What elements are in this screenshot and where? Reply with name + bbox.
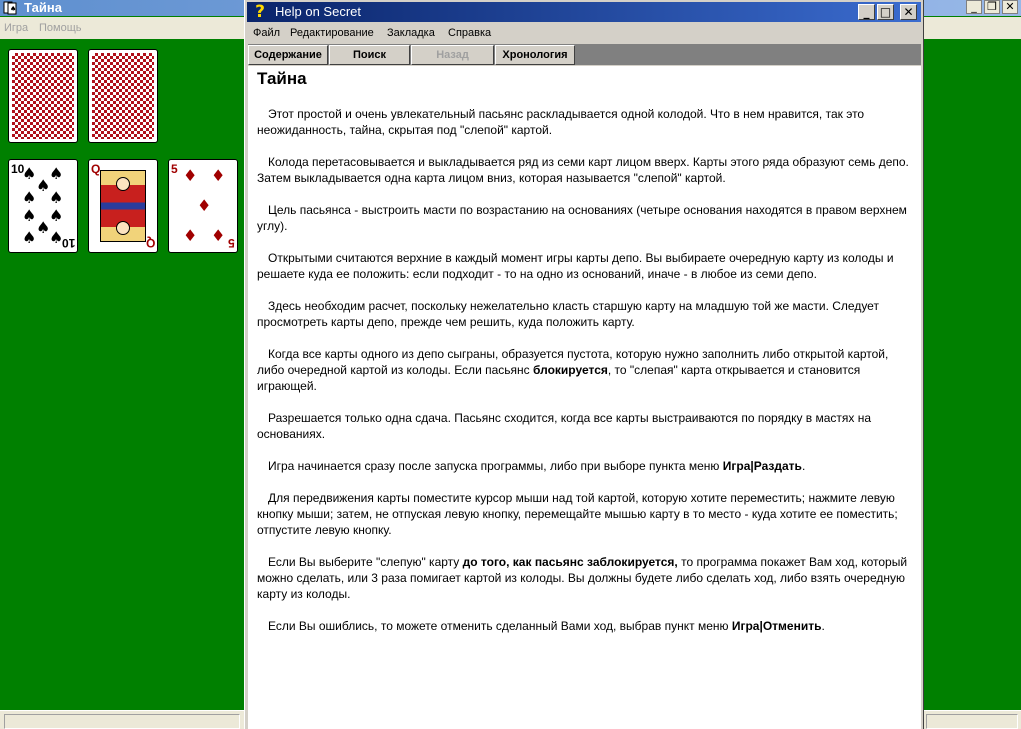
search-button[interactable]: Поиск <box>329 45 410 65</box>
help-bold-text: Игра|Раздать <box>722 459 802 473</box>
game-minimize-button[interactable]: _ <box>966 0 982 14</box>
help-window <box>244 0 924 729</box>
cards-app-icon <box>3 1 17 15</box>
queen-face <box>116 221 130 235</box>
help-paragraph <box>257 250 917 282</box>
diamond-icon: ♦ <box>183 226 198 245</box>
card-rank: 10 <box>61 236 75 250</box>
game-restore-button[interactable]: ❐ <box>984 0 1000 14</box>
card-rank: Q <box>91 162 101 176</box>
spade-icon: ♠ <box>36 176 51 195</box>
help-paragraph <box>257 410 917 442</box>
help-text: Если Вы ошиблись, то можете отменить сделанный Вами ход, выбрав пункт меню <box>268 619 732 633</box>
help-text: Колода перетасовывается и выкладывается ряд из семи карт лицом вверх. Карты этого ряда образуют семь депо. Затем выкладывается одна карта лицом вниз, которая называется "слепой" картой. <box>257 155 909 185</box>
help-bold-text: Игра|Отменить <box>731 619 822 633</box>
card-queen-of-diamonds[interactable] <box>88 159 158 253</box>
help-topic-title: Тайна <box>257 69 307 88</box>
help-paragraph <box>257 202 917 234</box>
spade-icon: ♠ <box>49 164 64 183</box>
help-menu-help[interactable]: Справка <box>448 27 492 39</box>
game-menu-help[interactable]: Помощь <box>39 22 82 34</box>
help-text: Игра начинается сразу после запуска программы, либо при выборе пункта меню <box>268 459 723 473</box>
back-button[interactable]: Назад <box>411 45 494 65</box>
spade-icon: ♠ <box>36 218 51 237</box>
help-text: Открытыми считаются верхние в каждый момент игры карты депо. Вы выбираете очередную карту из колоды и решаете куда ее положить: если подходит - то на одно из оснований, иначе - в любое из семи депо. <box>257 251 894 281</box>
status-cell <box>926 714 1018 729</box>
help-menu-edit[interactable]: Редактирование <box>290 27 374 39</box>
diamond-icon: ♦ <box>197 196 212 215</box>
game-window-title: Тайна <box>24 0 62 15</box>
stock-card-back[interactable] <box>8 49 78 143</box>
help-topic-body <box>257 106 917 650</box>
stock-card-back[interactable] <box>88 49 158 143</box>
help-text: Цель пасьянса - выстроить масти по возрастанию на основаниях (четыре основания находятся в правом верхнем углу). <box>257 203 907 233</box>
help-button-bar <box>248 44 921 65</box>
status-cell <box>4 714 240 729</box>
svg-text:♠: ♠ <box>10 5 17 13</box>
game-table-right <box>924 39 1021 710</box>
contents-button[interactable]: Содержание <box>248 45 328 65</box>
spade-icon: ♠ <box>49 206 64 225</box>
help-text: Разрешается только одна сдача. Пасьянс сходится, когда все карты выстраиваются по порядку в мастях на основаниях. <box>257 411 872 441</box>
help-maximize-button[interactable]: □ <box>877 4 894 20</box>
card-rank: 5 <box>171 162 178 176</box>
card-five-of-diamonds[interactable] <box>168 159 238 253</box>
help-text: то программа покажет Вам ход, который можно сделать, или 3 раза помигает картой из колоды. Вы должны будете либо сделать ход, либо взять очередную карту из колоды. <box>257 555 908 601</box>
help-text: Этот простой и очень увлекательный пасьянс раскладывается одной колодой. Что в нем нравится, так это неожиданность, тайна, скрытая под "слепой" картой. <box>257 107 865 137</box>
help-menu-bookmark[interactable]: Закладка <box>387 27 435 39</box>
queen-face <box>116 177 130 191</box>
card-rank: 5 <box>228 236 235 250</box>
card-rank: Q <box>145 236 155 250</box>
card-back-pattern <box>92 53 154 139</box>
diamond-icon: ♦ <box>211 166 226 185</box>
spade-icon: ♠ <box>22 164 37 183</box>
help-paragraph <box>257 490 917 538</box>
spade-icon: ♠ <box>22 206 37 225</box>
spade-icon: ♠ <box>22 228 37 247</box>
diamond-icon: ♦ <box>183 166 198 185</box>
help-text: Для передвижения карты поместите курсор мыши над той картой, которую хотите переместить; нажмите левую кнопку мыши; затем, не отпуская левую кнопку, перемещайте мышью карту в то место - куда хотите ее поместить; отпустите левую кнопку. <box>257 491 898 537</box>
help-bold-text: блокируется <box>532 363 608 377</box>
help-bold-text: до того, как пасьянс заблокируется, <box>462 555 678 569</box>
help-window-title: Help on Secret <box>275 4 361 19</box>
help-text: Здесь необходим расчет, поскольку нежелательно класть старшую карту на младшую той же масти. Следует просмотреть карты депо, прежде чем решить, куда положить карту. <box>257 299 879 329</box>
card-back-pattern <box>12 53 74 139</box>
help-paragraph <box>257 106 917 138</box>
help-paragraph <box>257 346 917 394</box>
help-paragraph <box>257 554 917 602</box>
help-content-pane[interactable] <box>248 66 921 729</box>
help-paragraph <box>257 618 917 634</box>
help-paragraph <box>257 298 917 330</box>
queen-portrait <box>100 170 146 242</box>
help-text: Если Вы выберите "слепую" карту <box>268 555 463 569</box>
game-table-left <box>0 39 243 710</box>
help-text: . <box>821 619 825 633</box>
help-question-icon: ? <box>255 2 265 22</box>
help-menubar <box>247 24 921 43</box>
help-close-button[interactable]: ✕ <box>900 4 917 20</box>
help-menu-file[interactable]: Файл <box>253 27 281 39</box>
help-titlebar[interactable] <box>247 2 921 22</box>
history-button[interactable]: Хронология <box>495 45 575 65</box>
diamond-icon: ♦ <box>211 226 226 245</box>
game-menu-game[interactable]: Игра <box>4 22 29 34</box>
card-ten-of-spades[interactable] <box>8 159 78 253</box>
spade-icon: ♠ <box>49 188 64 207</box>
spade-icon: ♠ <box>22 188 37 207</box>
card-rank: 10 <box>11 162 25 176</box>
help-minimize-button[interactable]: _ <box>858 4 875 20</box>
spade-icon: ♠ <box>49 228 64 247</box>
help-paragraph <box>257 458 917 474</box>
help-text: , то "слепая" карта открывается и становится играющей. <box>257 363 861 393</box>
help-text: . <box>801 459 806 473</box>
game-close-button[interactable]: ✕ <box>1002 0 1018 14</box>
help-text: Когда все карты одного из депо сыграны, образуется пустота, которую нужно заполнить либо открытой картой, либо очередной картой из колоды. Если пасьянс <box>257 347 889 377</box>
help-paragraph <box>257 154 917 186</box>
